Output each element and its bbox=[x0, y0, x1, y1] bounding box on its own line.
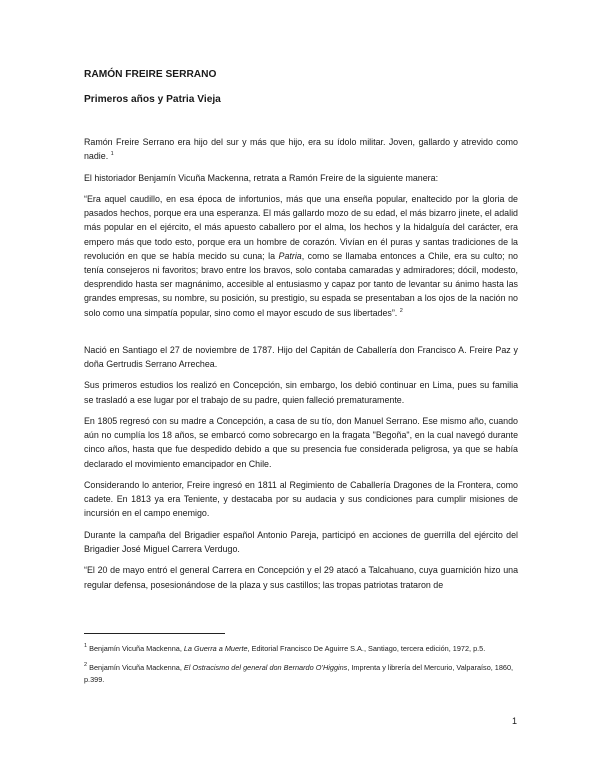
footnote-2-book-title: El Ostracismo del general don Bernardo O’Higgins bbox=[183, 663, 348, 673]
paragraph-quote bbox=[84, 192, 518, 320]
section-heading: Primeros años y Patria Vieja bbox=[84, 94, 221, 105]
footnote-1-book-title: La Guerra a Muerte bbox=[183, 644, 248, 653]
paragraph-intro bbox=[84, 135, 518, 163]
paragraph-pareja: Durante la campaña del Brigadier español Antonio Pareja, participó en acciones de guerrilla del ejército del Brigadier José Miguel Carrera Verdugo. bbox=[84, 529, 518, 554]
quote-italic-word: Patria bbox=[278, 250, 302, 261]
paragraph-historian: El historiador Benjamín Vicuña Mackenna, retrata a Ramón Freire de la siguiente manera: bbox=[84, 172, 439, 183]
paragraph-birth: Nació en Santiago el 27 de noviembre de 1787. Hijo del Capitán de Caballería don Francisco A. Freire Paz y doña Gertrudis Serrano Arrechea. bbox=[84, 344, 518, 370]
footnote-ref-2[interactable]: 2 bbox=[399, 307, 403, 314]
footnote-separator bbox=[84, 633, 225, 634]
quote-text-end: , como se llamaba entonces a Chile, era su culto; no tenía consejeros ni favoritos; bravo entre los bravos, solo contaba camaradas y admiradores; dócil, modesto, desprendido hasta ser magnánimo, accesible al entusiasmo y capaz por tanto de levantar su ánimo hasta las grandes empresas, su nombre, su posición, su prestigio, su espada se presentaban a los ojos de la nación no solo como una simpatía popular, sino como el mayor escudo de sus libertades”. bbox=[84, 250, 518, 318]
footnote-2 bbox=[84, 662, 518, 686]
section-gap bbox=[84, 326, 518, 343]
paragraph-talcahuano: “El 20 de mayo entró el general Carrera en Concepción y el 29 atacó a Talcahuano, cuya guarnición hizo una regular defensa, posesionándose de la plaza y sus castillos; las tropas patriotas trataron de bbox=[84, 565, 518, 590]
footnote-2-text-end: , Imprenta y librería del Mercurio, Valparaíso, 1860, p.399. bbox=[84, 663, 514, 685]
paragraph-1805: En 1805 regresó con su madre a Concepción, a casa de su tío, don Manuel Serrano. Ese mismo año, cuando aún no cumplía los 18 años, se embarcó como sobrecargo en la fragata "Begoña", en la cual navegó durante cinco años, hasta que fue despedido debido a que su presencia fue considerada peligrosa, ya que se había declarado el movimiento emancipador en Chile. bbox=[84, 416, 518, 469]
footnote-1-text-end: , Editorial Francisco De Aguirre S.A., Santiago, tercera edición, 1972, p.5. bbox=[247, 644, 486, 653]
footnote-1-text-start: Benjamín Vicuña Mackenna, bbox=[87, 644, 184, 653]
paragraph-1811: Considerando lo anterior, Freire ingresó en 1811 al Regimiento de Caballería Dragones de la Frontera, como cadete. En 1813 ya era Teniente, y destacaba por su audacia y sus condiciones para cumplir misiones de incursión en el campo enemigo. bbox=[84, 480, 518, 519]
footnote-1-mark: 1 bbox=[84, 643, 88, 649]
footnote-ref-1[interactable]: 1 bbox=[110, 151, 114, 158]
footnote-2-text-start: Benjamín Vicuña Mackenna, bbox=[87, 663, 184, 673]
footnotes bbox=[84, 633, 518, 694]
paragraph-intro-text: Ramón Freire Serrano era hijo del sur y más que hijo, era su ídolo militar. Joven, gallardo y atrevido como nadie. bbox=[84, 137, 518, 162]
document-title: RAMÓN FREIRE SERRANO bbox=[84, 69, 217, 80]
footnote-1 bbox=[84, 643, 518, 655]
page-number: 1 bbox=[512, 716, 518, 726]
page-body bbox=[84, 68, 518, 599]
footnote-2-mark: 2 bbox=[84, 662, 88, 669]
quote-text-start: “Era aquel caudillo, en esa época de infortunios, más que una enseña popular, enaltecido por la gloria de pasados hechos, porque era una esperanza. El más gallardo mozo de su edad, el más bizarro jinete, el adalid más popular en el ejército, el más apuesto caballero por el alma, los hechos y la hidalguía del carácter, era empero más que todo esto, porque era un hombre de corazón. Vivían en él puras y santas tradiciones de la revolución en que se había mecido su cuna; la bbox=[84, 193, 518, 261]
paragraph-studies: Sus primeros estudios los realizó en Concepción, sin embargo, los debió continuar en Lima, pues su familia se trasladó a ese lugar por el trabajo de su padre, quien falleció prematuramente. bbox=[84, 380, 518, 405]
